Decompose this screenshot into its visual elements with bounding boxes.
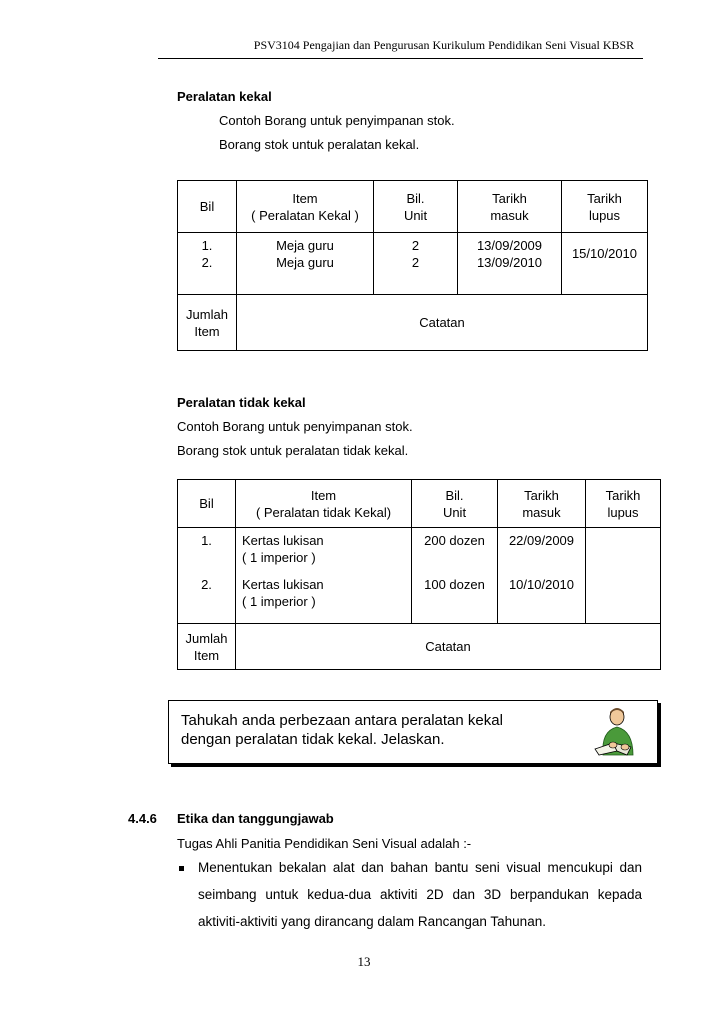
bullet-marker: [179, 866, 184, 871]
cell-item: Meja guru Meja guru: [237, 233, 374, 295]
section-heading-peralatan-tidak-kekal: Peralatan tidak kekal: [177, 395, 306, 410]
column-header-bil: Bil: [178, 181, 237, 233]
page-header: [0, 38, 728, 53]
cell-tarikh-lupus: 15/10/2010: [562, 233, 648, 295]
cell-bil: 1. 2.: [178, 233, 237, 295]
callout-text: Tahukah anda perbezaan antara peralatan kekal dengan peralatan tidak kekal. Jelaskan.: [181, 712, 503, 748]
header-title: PSV3104 Pengajian dan Pengurusan Kurikulum Pendidikan Seni Visual KBSR: [253, 38, 635, 52]
column-header-item: Item ( Peralatan tidak Kekal): [236, 480, 412, 528]
column-header-tarikh-lupus: Tarikh lupus: [586, 480, 661, 528]
cell-catatan: Catatan: [237, 295, 648, 351]
column-header-unit: Bil. Unit: [412, 480, 498, 528]
column-header-unit: Bil. Unit: [374, 181, 458, 233]
section-number: 4.4.6: [128, 811, 157, 826]
column-header-tarikh-lupus: Tarikh lupus: [562, 181, 648, 233]
table-header-row: [178, 480, 661, 528]
cell-item: Kertas lukisan ( 1 imperior ) Kertas lukisan ( 1 imperior ): [236, 528, 412, 624]
table-row: [178, 233, 648, 295]
section-text: Contoh Borang untuk penyimpanan stok.: [177, 419, 413, 434]
section-heading-peralatan-kekal: Peralatan kekal: [177, 89, 272, 104]
section-text: Contoh Borang untuk penyimpanan stok.: [219, 113, 455, 128]
cell-unit: 200 dozen 100 dozen: [412, 528, 498, 624]
column-header-tarikh-masuk: Tarikh masuk: [458, 181, 562, 233]
cell-bil: 1. 2.: [178, 528, 236, 624]
stock-table-kekal: [177, 180, 648, 351]
page-number: 13: [357, 954, 371, 969]
cell-tarikh-masuk: 13/09/2009 13/09/2010: [458, 233, 562, 295]
cell-tarikh-masuk: 22/09/2009 10/10/2010: [498, 528, 586, 624]
cell-catatan: Catatan: [236, 624, 661, 670]
cell-jumlah-item: Jumlah Item: [178, 624, 236, 670]
question-callout: [168, 700, 658, 764]
cell-jumlah-item: Jumlah Item: [178, 295, 237, 351]
column-header-item: Item ( Peralatan Kekal ): [237, 181, 374, 233]
section-text: Borang stok untuk peralatan kekal.: [219, 137, 420, 152]
column-header-bil: Bil: [178, 480, 236, 528]
column-header-tarikh-masuk: Tarikh masuk: [498, 480, 586, 528]
bullet-text: Menentukan bekalan alat dan bahan bantu seni visual mencukupi dan seimbang untuk kedua-dua aktiviti 2D dan 3D berpandukan kepada aktiviti-aktiviti yang dirancang dalam Rancangan Tahunan.: [198, 860, 642, 929]
stock-table-tidak-kekal: [177, 479, 661, 670]
reading-person-icon: [587, 705, 643, 759]
section-text: Tugas Ahli Panitia Pendidikan Seni Visual adalah :-: [177, 836, 472, 851]
cell-tarikh-lupus: [586, 528, 661, 624]
section-text: Borang stok untuk peralatan tidak kekal.: [177, 443, 409, 458]
table-header-row: [178, 181, 648, 233]
cell-unit: 2 2: [374, 233, 458, 295]
table-footer-row: [178, 295, 648, 351]
table-footer-row: [178, 624, 661, 670]
table-row: [178, 528, 661, 624]
header-divider: [158, 58, 643, 59]
section-heading-etika: Etika dan tanggungjawab: [177, 811, 334, 826]
